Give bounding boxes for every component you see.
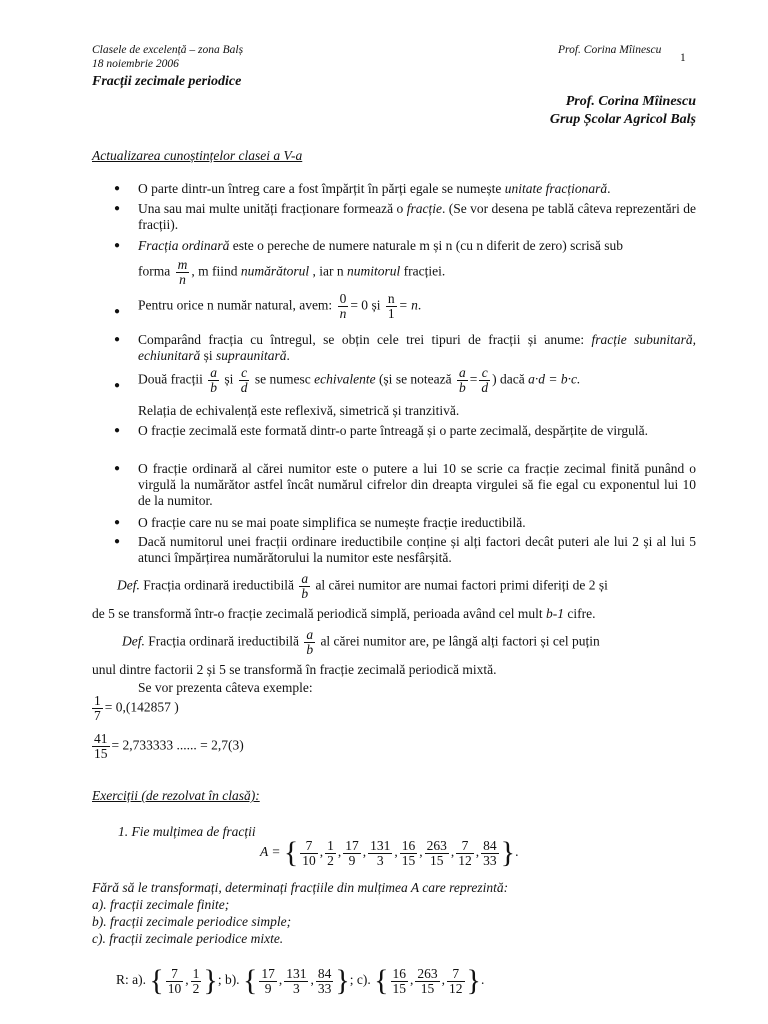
- bullet-decimal-fraction: O fracție zecimală este formată dintr-o parte întreagă și o parte zecimală, despărțite de virgulă.: [138, 423, 648, 438]
- fraction-a-over-b: $\frac{a}{b}$: [306, 627, 314, 657]
- set-A: A = { $\frac{7}{10}$ , $\frac{1}{2}$ , $\frac{17}{9}$ , $\frac{131}{3}$ , $\frac{16}{15}$ , $\frac{263}{15}$ , $\frac{7}{12}$ , $\frac{84}{33}$ }.: [260, 836, 519, 869]
- bullet-unit-fraction: O parte dintr-un întreg care a fost împărțit în părți egale se numește unitate fracționară.: [138, 181, 611, 196]
- bullet-natural-n: Pentru orice n număr natural, avem: $\frac{0}{n}$ = 0 și $\frac{n}{1}$ = n.: [138, 291, 422, 321]
- fraction-c-over-d: $\frac{c}{d}$: [240, 365, 248, 395]
- bullet-icon: ●: [114, 306, 121, 317]
- fraction-a-over-b: $\frac{a}{b}$: [210, 365, 217, 395]
- section-title-recap: Actualizarea cunoștințelor clasei a V-a: [92, 148, 303, 163]
- bullet-fraction-types: Comparând fracția cu întregul, se obțin cele trei tipuri de fracții și anume: fracție subunitară, echiunitară și supraunitară.: [138, 332, 696, 363]
- bullet-ordinary-fraction: Fracția ordinară este o pereche de numere naturale m și n (cu n diferit de zero) scrisă sub: [138, 238, 623, 253]
- bullet-ordinary-fraction-form: forma $\frac{m}{n}$ , m fiind numărătorul , iar n numitorul fracției.: [138, 257, 446, 287]
- exercise-task: Fără să le transformați, determinați fracțiile din mulțimea A care reprezintă:: [92, 880, 509, 895]
- bullet-icon: ●: [114, 334, 121, 345]
- answer-b-set: $\frac{17}{9}$ , $\frac{131}{3}$ , $\frac{84}{33}$: [261, 965, 332, 996]
- page-number: 1: [680, 52, 686, 64]
- fraction-item: $\frac{17}{9}$: [261, 965, 275, 996]
- fraction-item: $\frac{263}{15}$: [426, 837, 447, 868]
- right-brace-icon: }: [500, 836, 516, 869]
- fraction-item: $\frac{131}{3}$: [286, 965, 307, 996]
- fraction-item: $\frac{263}{15}$: [417, 965, 438, 996]
- bullet-icon: ●: [114, 203, 121, 214]
- bullet-icon: ●: [114, 425, 121, 436]
- header-course: Clasele de excelență – zona Balș: [92, 44, 244, 56]
- fraction-a-over-b: $\frac{a}{b}$: [301, 571, 309, 601]
- header-author: Prof. Corina Mîinescu: [558, 44, 662, 56]
- equivalence-relation-note: Relația de echivalență este reflexivă, simetrică și tranzitivă.: [138, 403, 460, 418]
- section-title-exercises: Exerciții (de rezolvat în clasă):: [92, 788, 260, 803]
- fraction-a-over-b: $\frac{a}{b}$: [459, 365, 466, 395]
- document-title: Fracții zecimale periodice: [92, 74, 242, 89]
- bullet-icon: ●: [114, 380, 121, 391]
- fraction-item: $\frac{131}{3}$: [370, 837, 391, 868]
- definition-simple-periodic: Def. Fracția ordinară ireductibilă $\frac{a}{b}$ al cărei numitor are numai factori primi diferiți de 2 și: [117, 571, 608, 601]
- fraction-item: $\frac{7}{10}$: [167, 965, 182, 996]
- left-brace-icon: {: [283, 836, 299, 869]
- fraction-item: $\frac{7}{10}$: [302, 837, 316, 868]
- fraction-c-over-d: $\frac{c}{d}$: [481, 365, 489, 395]
- fraction-0-over-n: $\frac{0}{n}$: [339, 291, 347, 321]
- definition-mixed-periodic: Def. Fracția ordinară ireductibilă $\frac{a}{b}$ al cărei numitor are, pe lângă alți factori și cel puțin: [122, 627, 600, 657]
- fraction-item: $\frac{7}{12}$: [458, 837, 472, 868]
- example-1-7: $\frac{1}{7}$ = 0,(142857 ): [94, 693, 179, 723]
- bullet-fraction: Una sau mai multe unități fracționare formează o fracție. (Se vor desena pe tablă câteva reprezentări de fracții).: [138, 201, 696, 232]
- answer-line: R: a). { $\frac{7}{10}$ , $\frac{1}{2}$ }; b). { $\frac{17}{9}$ , $\frac{131}{3}$ , $\frac{84}{33}$ }; c). { $\frac{16}{15}$ , $\frac{263}{15}$ , $\frac{7}{12}$ }.: [116, 964, 485, 997]
- answer-c-set: $\frac{16}{15}$ , $\frac{263}{15}$ , $\frac{7}{12}$: [392, 965, 463, 996]
- bullet-icon: ●: [114, 517, 121, 528]
- definition-mixed-periodic-line2: unul dintre factorii 2 și 5 se transformă în fracție zecimală periodică mixtă.: [92, 662, 497, 677]
- fraction-item: $\frac{1}{2}$: [327, 837, 334, 868]
- fraction-item: $\frac{84}{33}$: [317, 965, 332, 996]
- bullet-icon: ●: [114, 240, 121, 251]
- answer-a-set: $\frac{7}{10}$ , $\frac{1}{2}$: [167, 965, 200, 996]
- fraction-item: $\frac{84}{33}$: [483, 837, 497, 868]
- example-41-15: $\frac{41}{15}$ = 2,733333 ...... = 2,7(3): [94, 731, 244, 761]
- bullet-icon: ●: [114, 536, 121, 547]
- header-date: 18 noiembrie 2006: [92, 58, 179, 70]
- option-c: c). fracții zecimale periodice mixte.: [92, 931, 284, 946]
- fraction-n-over-1: $\frac{n}{1}$: [387, 291, 395, 321]
- bullet-icon: ●: [114, 463, 121, 474]
- set-A-fractions: $\frac{7}{10}$ , $\frac{1}{2}$ , $\frac{17}{9}$ , $\frac{131}{3}$ , $\frac{16}{15}$ , $\frac{263}{15}$ , $\frac{7}{12}$ , $\frac{84}{33}$: [302, 837, 497, 868]
- author-name: Prof. Corina Mîinescu: [565, 94, 696, 109]
- fraction-item: $\frac{7}{12}$: [449, 965, 463, 996]
- bullet-equivalent-fractions: Două fracții $\frac{a}{b}$ și $\frac{c}{d}$ se numesc echivalente (și se notează $\frac{a}{b}$ = $\frac{c}{d}$ ) dacă a·d = b·c.: [138, 365, 581, 395]
- bullet-infinite-division: Dacă numitorul unei fracții ordinare ireductibile conține și alți factori decât puteri ale lui 2 și al lui 5 atunci împărțirea numărătorului la numitor este nesfârșită.: [138, 534, 696, 565]
- bullet-finite-decimal: O fracție ordinară al cărei numitor este o putere a lui 10 se scrie ca fracție zecimal finită punând o virgulă la numărător astfel încât numărul cifrelor din dreapta virgulei să fie egal cu exponentul lui 10 de la numitor.: [138, 461, 696, 508]
- author-school: Grup Școlar Agricol Balș: [549, 112, 696, 127]
- fraction-item: $\frac{1}{2}$: [192, 965, 200, 996]
- option-b: b). fracții zecimale periodice simple;: [92, 914, 292, 929]
- bullet-irreducible: O fracție care nu se mai poate simplifica se numește fracție ireductibilă.: [138, 515, 526, 530]
- fraction-m-over-n: $\frac{m}{n}$: [177, 257, 188, 287]
- fraction-item: $\frac{16}{15}$: [401, 837, 416, 868]
- examples-intro: Se vor prezenta câteva exemple:: [138, 680, 313, 695]
- fraction-item: $\frac{16}{15}$: [392, 965, 407, 996]
- fraction-item: $\frac{17}{9}$: [345, 837, 359, 868]
- exercise-1-label: 1. Fie mulțimea de fracții: [118, 824, 256, 839]
- definition-simple-periodic-line2: de 5 se transformă într-o fracție zecimală periodică simplă, perioada având cel mult b-1 cifre.: [92, 606, 596, 621]
- bullet-icon: ●: [114, 183, 121, 194]
- option-a: a). fracții zecimale finite;: [92, 897, 230, 912]
